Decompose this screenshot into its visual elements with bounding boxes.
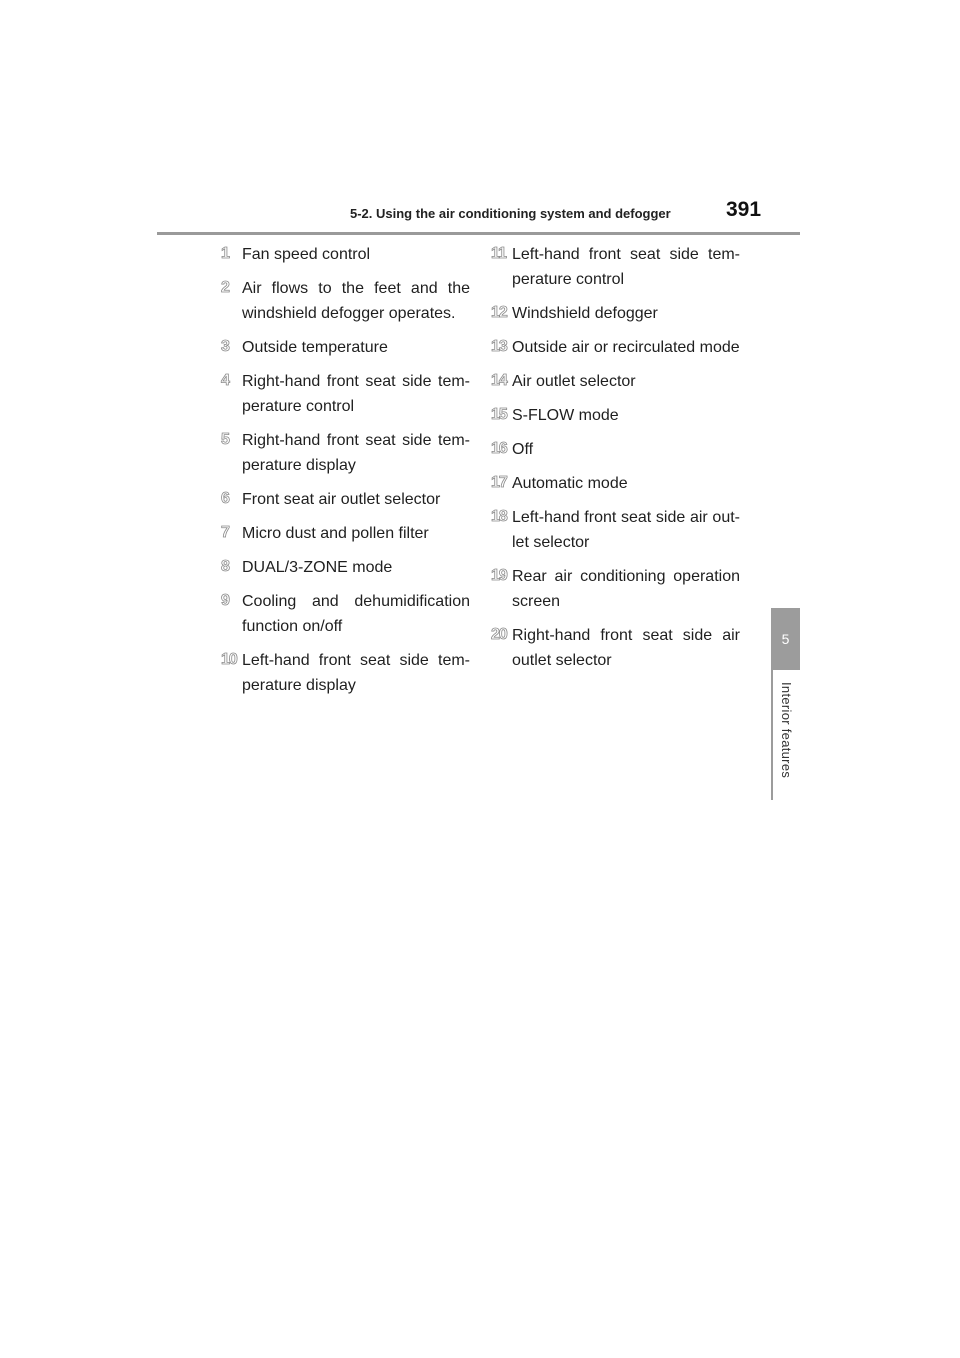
legend-item [485, 335, 740, 360]
chapter-number: 5 [781, 631, 790, 647]
legend-item [215, 487, 470, 512]
legend-item [485, 505, 740, 555]
legend-item [215, 369, 470, 419]
item-text: Right-hand front seat side air outlet selector [512, 627, 740, 669]
item-number: 11 [491, 245, 506, 262]
item-text: S-FLOW mode [512, 407, 619, 424]
item-number: 16 [491, 440, 507, 457]
item-number: 5 [221, 431, 229, 448]
item-number: 4 [221, 372, 229, 389]
item-text: Air outlet selector [512, 373, 636, 390]
legend-column-right [485, 242, 740, 682]
chapter-label: Interior features [779, 682, 794, 779]
legend-item [215, 242, 470, 267]
header-divider [157, 232, 800, 235]
chapter-tab [771, 608, 800, 670]
item-text: Left-hand front seat side tem-perature display [242, 652, 470, 694]
item-text: Micro dust and pollen filter [242, 525, 429, 542]
item-number: 17 [491, 474, 507, 491]
item-text: Air flows to the feet and the windshield defogger operates. [242, 280, 470, 322]
item-number: 13 [491, 338, 507, 355]
item-number: 12 [491, 304, 507, 321]
item-text: Rear air conditioning operation screen [512, 568, 740, 610]
item-text: Outside air or recirculated mode [512, 339, 740, 356]
legend-item [485, 301, 740, 326]
item-text: Left-hand front seat side air out-let selector [512, 509, 740, 551]
item-number: 8 [221, 558, 229, 575]
item-text: Outside temperature [242, 339, 388, 356]
item-text: Right-hand front seat side tem-perature display [242, 432, 470, 474]
item-text: Fan speed control [242, 246, 371, 263]
item-text: Front seat air outlet selector [242, 491, 441, 508]
legend-item [215, 276, 470, 326]
item-number: 2 [221, 279, 229, 296]
item-text: Right-hand front seat side tem-perature control [242, 373, 470, 415]
item-number: 19 [491, 567, 507, 584]
item-text: Off [512, 441, 534, 458]
item-number: 14 [491, 372, 507, 389]
item-number: 7 [221, 524, 229, 541]
legend-item [485, 564, 740, 614]
item-number: 20 [491, 626, 507, 643]
legend-item [215, 555, 470, 580]
legend-item [215, 335, 470, 360]
legend-item [215, 589, 470, 639]
item-number: 15 [491, 406, 507, 423]
section-title: 5-2. Using the air conditioning system and defogger [350, 206, 671, 221]
item-number: 9 [221, 592, 229, 609]
item-text: Automatic mode [512, 475, 628, 492]
legend-item [215, 648, 470, 698]
chapter-tab-rule [771, 670, 773, 800]
item-text: Cooling and dehumidification function on/off [242, 593, 470, 635]
page-number: 391 [726, 198, 762, 221]
legend-item [215, 521, 470, 546]
legend-item [485, 369, 740, 394]
legend-item [485, 242, 740, 292]
item-number: 18 [491, 508, 507, 525]
item-number: 6 [221, 490, 229, 507]
legend-item [485, 623, 740, 673]
legend-item [485, 471, 740, 496]
legend-column-left [215, 242, 470, 707]
item-number: 3 [221, 338, 229, 355]
item-text: DUAL/3-ZONE mode [242, 559, 393, 576]
item-text: Windshield defogger [512, 305, 658, 322]
legend-item [485, 437, 740, 462]
legend-item [215, 428, 470, 478]
item-text: Left-hand front seat side tem-perature control [512, 246, 740, 288]
legend-item [485, 403, 740, 428]
item-number: 1 [221, 245, 229, 262]
item-number: 10 [221, 651, 237, 668]
